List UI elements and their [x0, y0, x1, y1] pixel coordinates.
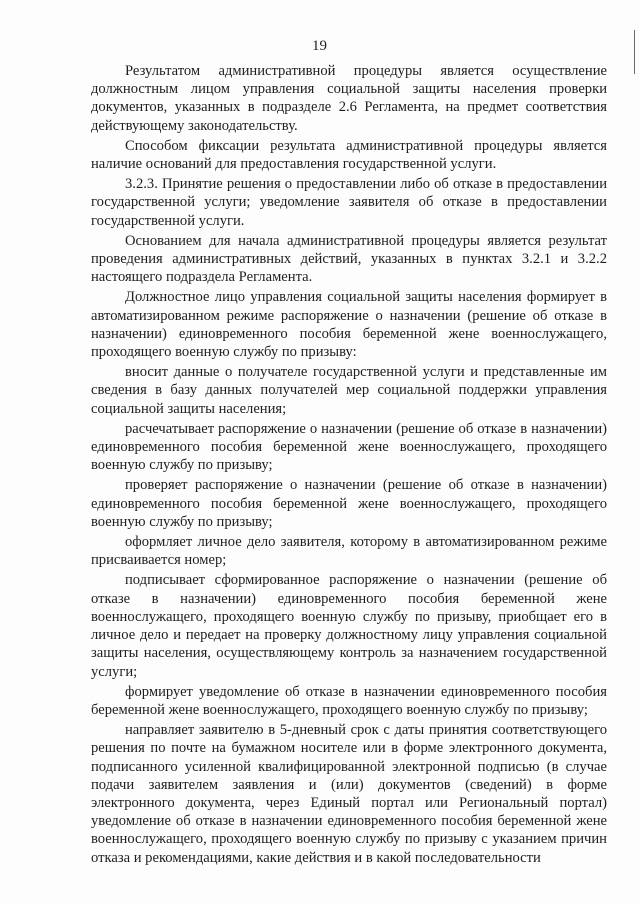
- paragraph: направляет заявителю в 5-дневный срок с даты принятия соответствующего решения по почте на бумажном носителе или в форме электронного документа, подписанного усиленной квалифицированной электронной подписью (в случае подачи заявителем заявления и (или) документов (сведений) в форме электронного документа, через Единый портал или Региональный портал) уведомление об отказе в назначении единовременного пособия беременной жене военнослужащего, проходящего военную службу по призыву с указанием причин отказа и рекомендациями, какие действия и в какой последовательности: [91, 722, 607, 866]
- paragraph: вносит данные о получателе государственной услуги и представленные им сведения в базу данных получателей мер социальной поддержки управления социальной защиты населения;: [91, 364, 607, 417]
- paragraph: расчечатывает распоряжение о назначении (решение об отказе в назначении) единовременного пособия беременной жене военнослужащего, проходящего военную службу по призыву;: [91, 420, 607, 474]
- paragraph: 3.2.3. Принятие решения о предоставлении либо об отказе в предоставлении государственной услуги; уведомление заявителя об отказе в предоставлении государственной услуги.: [91, 176, 607, 229]
- paragraph: оформляет личное дело заявителя, которому в автоматизированном режиме присваивается номер;: [91, 534, 607, 569]
- paragraph: подписывает сформированное распоряжение о назначении (решение об отказе в назначении) единовременного пособия беременной жене военнослужащего, проходящего военную службу по призыву, приобщает его в личное дело и передает на проверку должностному лицу управления социальной защиты населения, осуществляющему контроль за назначением государственной услуги;: [91, 572, 607, 680]
- paragraph: Основанием для начала административной процедуры является результат проведения административных действий, указанных в пунктах 3.2.1 и 3.2.2 настоящего подраздела Регламента.: [91, 232, 607, 286]
- paragraph: проверяет распоряжение о назначении (решение об отказе в назначении) единовременного пособия беременной жене военнослужащего, проходящего военную службу по призыву;: [91, 477, 607, 530]
- paragraph: Результатом административной процедуры является осуществление должностным лицом управления социальной защиты населения проверки документов, указанных в подразделе 2.6 Регламента, на предмет соответствия действующему законодательству.: [91, 63, 607, 134]
- body-text: [91, 62, 607, 869]
- paragraph: формирует уведомление об отказе в назначении единовременного пособия беременной жене военнослужащего, проходящего военную службу по призыву;: [91, 683, 607, 718]
- page-number: 19: [312, 38, 327, 54]
- paragraph: Способом фиксации результата административной процедуры является наличие оснований для предоставления государственной услуги.: [91, 137, 607, 173]
- paragraph: Должностное лицо управления социальной защиты населения формирует в автоматизированном режиме распоряжение о назначении (решение об отказе в назначении) единовременного пособия беременной жене военнослужащего, проходящего военную службу по призыву:: [91, 289, 607, 361]
- scan-edge-mark: [634, 30, 635, 74]
